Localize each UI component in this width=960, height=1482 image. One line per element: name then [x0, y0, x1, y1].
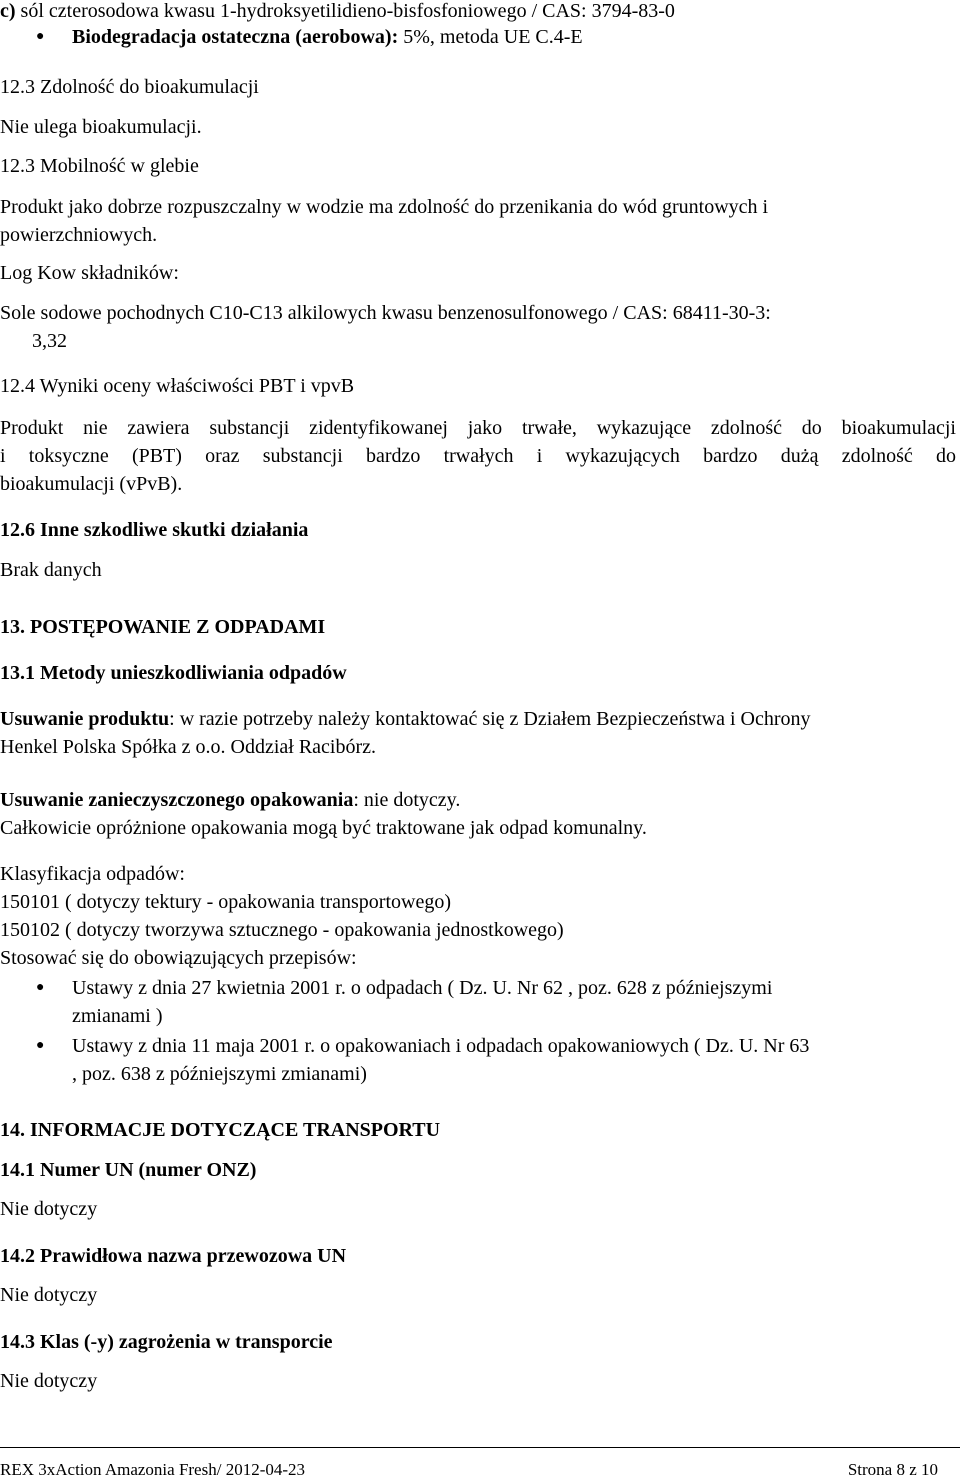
section-12-3-heading: 12.3 Zdolność do bioakumulacji: [0, 76, 259, 98]
footer-document-id: REX 3xAction Amazonia Fresh/ 2012-04-23: [0, 1460, 306, 1479]
waste-code-150101: 150101 ( dotyczy tektury - opakowania transportowego): [0, 891, 451, 913]
biodegradation-value: 5%, metoda UE C.4-E: [398, 26, 583, 48]
biodegradation-label: Biodegradacja ostateczna (aerobowa):: [72, 26, 399, 48]
section-14-heading: 14. INFORMACJE DOTYCZĄCE TRANSPORTU: [0, 1119, 441, 1141]
disposal-packaging-label: Usuwanie zanieczyszczonego opakowania: [0, 789, 354, 811]
section-14-1-heading: 14.1 Numer UN (numer ONZ): [0, 1159, 257, 1181]
disposal-product-line2: Henkel Polska Spółka z o.o. Oddział Racibórz.: [0, 736, 377, 758]
disposal-product-line1: [0, 705, 811, 733]
mobility-text-line1: Produkt jako dobrze rozpuszczalny w wodzie ma zdolność do przenikania do wód gruntowych i: [0, 196, 769, 218]
pbt-line2-wrap: [0, 442, 956, 470]
pbt-line1: Produkt nie zawiera substancji zidentyfikowanej jako trwałe, wykazujące zdolność do bioakumulacji: [0, 417, 956, 439]
section-12-3-text: Nie ulega bioakumulacji.: [0, 116, 202, 138]
section-13-1-heading: 13.1 Metody unieszkodliwiania odpadów: [0, 662, 347, 684]
section-12-6-heading: 12.6 Inne szkodliwe skutki działania: [0, 519, 309, 541]
regulation-1-line1: Ustawy z dnia 27 kwietnia 2001 r. o odpadach ( Dz. U. Nr 62 , poz. 628 z późniejszymi: [72, 977, 773, 999]
waste-code-150102: 150102 ( dotyczy tworzywa sztucznego - opakowania jednostkowego): [0, 919, 564, 941]
pbt-line2: i toksyczne (PBT) oraz substancji bardzo trwałych i wykazujących bardzo dużą zdolność do: [0, 445, 956, 467]
footer-divider: [0, 1447, 960, 1448]
regulation-2-line2: , poz. 638 z późniejszymi zmianami): [72, 1063, 367, 1085]
logkow-label: Log Kow składników:: [0, 262, 179, 284]
section-13-heading: 13. POSTĘPOWANIE Z ODPADAMI: [0, 616, 326, 638]
logkow-line2: 3,32: [32, 330, 67, 352]
footer-page-number: Strona 8 z 10: [847, 1460, 938, 1479]
component-text: sól czterosodowa kwasu 1-hydroksyetilidieno-bisfosfoniowego / CAS: 3794-83-0: [20, 0, 675, 22]
bullet-icon: ●: [36, 1038, 45, 1053]
logkow-line1: Sole sodowe pochodnych C10-C13 alkilowych kwasu benzenosulfonowego / CAS: 68411-30-3:: [0, 302, 771, 324]
disposal-product-text: : w razie potrzeby należy kontaktować się z Działem Bezpieczeństwa i Ochrony: [169, 708, 811, 730]
component-line-c: [0, 0, 675, 25]
mobility-text-line2: powierzchniowych.: [0, 224, 158, 246]
regulation-2-line1: Ustawy z dnia 11 maja 2001 r. o opakowaniach i odpadach opakowaniowych ( Dz. U. Nr 63: [72, 1035, 810, 1057]
bullet-icon: ●: [36, 29, 45, 44]
section-12-3-mobility-heading: 12.3 Mobilność w glebie: [0, 155, 199, 177]
section-14-3-text: Nie dotyczy: [0, 1370, 98, 1392]
component-letter: c): [0, 0, 16, 22]
disposal-product-label: Usuwanie produktu: [0, 708, 170, 730]
section-14-3-heading: 14.3 Klas (-y) zagrożenia w transporcie: [0, 1331, 333, 1353]
disposal-packaging-line1: [0, 786, 460, 814]
regulation-1-line2: zmianami ): [72, 1005, 163, 1027]
section-14-1-text: Nie dotyczy: [0, 1198, 98, 1220]
biodegradation-line: [72, 23, 583, 51]
regulations-intro: Stosować się do obowiązujących przepisów:: [0, 947, 357, 969]
bullet-icon: ●: [36, 980, 45, 995]
pbt-line3: bioakumulacji (vPvB).: [0, 473, 183, 495]
section-12-4-heading: 12.4 Wyniki oceny właściwości PBT i vpvB: [0, 375, 355, 397]
section-14-2-text: Nie dotyczy: [0, 1284, 98, 1306]
disposal-packaging-line2: Całkowicie opróżnione opakowania mogą być traktowane jak odpad komunalny.: [0, 817, 647, 839]
section-12-6-text: Brak danych: [0, 559, 102, 581]
pbt-line1-wrap: [0, 414, 956, 442]
section-14-2-heading: 14.2 Prawidłowa nazwa przewozowa UN: [0, 1245, 347, 1267]
disposal-packaging-text: : nie dotyczy.: [353, 789, 461, 811]
waste-classification-label: Klasyfikacja odpadów:: [0, 863, 185, 885]
